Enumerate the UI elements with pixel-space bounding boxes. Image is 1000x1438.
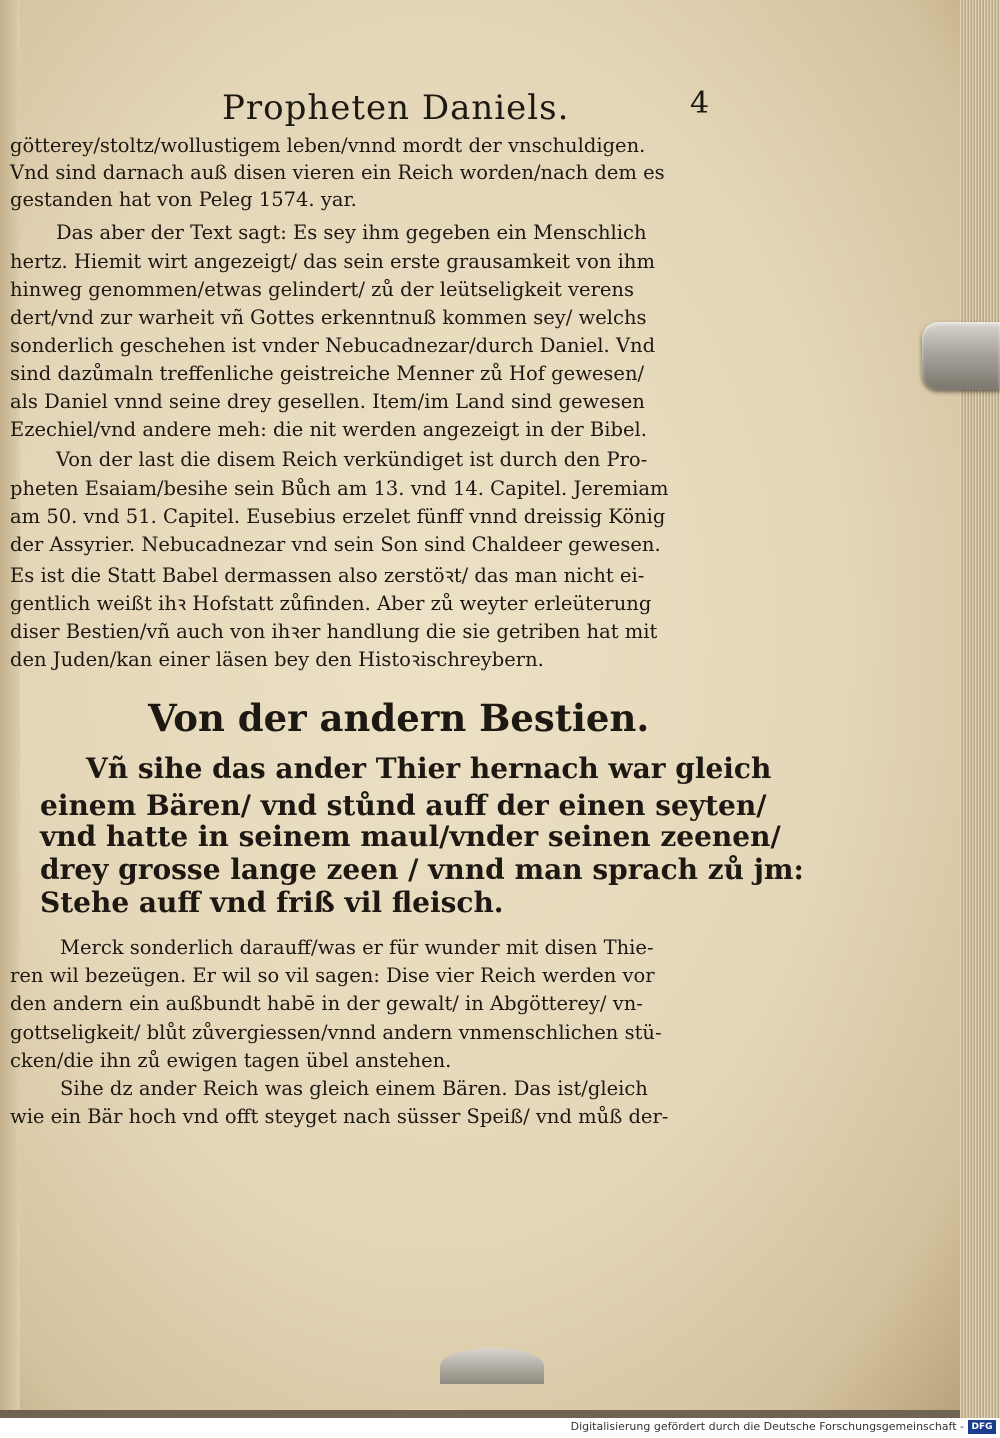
footer-bar [0, 1418, 1000, 1438]
text-line: gentlich weißt ihꝛ Hofstatt zůfinden. Aber zů weyter erleüterung [10, 592, 652, 615]
gutter-edge [0, 0, 20, 1410]
funding-notice: Digitalisierung gefördert durch die Deutsche Forschungsgemeinschaft - [570, 1420, 964, 1433]
text-line: gottseligkeit/ blůt zůvergiessen/vnnd andern vnmenschlichen stü- [10, 1021, 662, 1044]
text-line: hinweg genommen/etwas gelindert/ zů der leütseligkeit verens [10, 278, 634, 301]
book-clasp [922, 322, 1000, 390]
running-head-title: Propheten Daniels. [222, 88, 570, 128]
text-line: den andern ein außbundt habē in der gewalt/ in Abgötterey/ vn- [10, 992, 643, 1015]
text-line: ren wil bezeügen. Er wil so vil sagen: Dise vier Reich werden vor [10, 964, 655, 987]
text-line: Vnd sind darnach auß disen vieren ein Reich worden/nach dem es [10, 161, 665, 184]
verse-line: einem Bären/ vnd stůnd auff der einen seyten/ [40, 789, 767, 822]
text-line: am 50. vnd 51. Capitel. Eusebius erzelet fünff vnnd dreissig König [10, 505, 666, 528]
verse-line: Stehe auff vnd friß vil fleisch. [40, 886, 504, 919]
text-line: Merck sonderlich darauff/was er für wunder mit disen Thie- [60, 936, 654, 959]
text-line: der Assyrier. Nebucadnezar vnd sein Son sind Chaldeer gewesen. [10, 533, 661, 556]
chapter-heading: Von der andern Bestien. [148, 696, 650, 740]
page-edges [960, 0, 1000, 1418]
verse-line: drey grosse lange zeen / vnnd man sprach zů jm: [40, 853, 804, 886]
dfg-logo: DFG [968, 1420, 996, 1434]
text-line: als Daniel vnnd seine drey gesellen. Item/im Land sind gewesen [10, 390, 645, 413]
text-line: Es ist die Statt Babel dermassen also zerstöꝛt/ das man nicht ei- [10, 564, 645, 587]
text-line: pheten Esaiam/besihe sein Bůch am 13. vnd 14. Capitel. Jeremiam [10, 477, 669, 500]
text-line: hertz. Hiemit wirt angezeigt/ das sein erste grausamkeit von ihm [10, 250, 655, 273]
text-line: götterey/stoltz/wollustigem leben/vnnd mordt der vnschuldigen. [10, 134, 646, 157]
text-line: den Juden/kan einer läsen bey den Histoꝛischreybern. [10, 648, 544, 671]
verse-line: Vñ sihe das ander Thier hernach war gleich [86, 752, 772, 785]
running-head [0, 88, 960, 128]
text-line: diser Bestien/vñ auch von ihꝛer handlung die sie getriben hat mit [10, 620, 658, 643]
text-line: sonderlich geschehen ist vnder Nebucadnezar/durch Daniel. Vnd [10, 334, 656, 357]
page-clip [440, 1348, 544, 1384]
text-line: Von der last die disem Reich verkündiget ist durch den Pro- [56, 448, 648, 471]
text-line: sind dazůmaln treffenliche geistreiche Menner zů Hof gewesen/ [10, 362, 645, 385]
text-line: cken/die ihn zů ewigen tagen übel anstehen. [10, 1049, 452, 1072]
text-line: Das aber der Text sagt: Es sey ihm gegeben ein Menschlich [56, 221, 647, 244]
text-line: wie ein Bär hoch vnd offt steyget nach süsser Speiß/ vnd můß der- [10, 1105, 669, 1128]
text-line: Sihe dz ander Reich was gleich einem Bären. Das ist/gleich [60, 1077, 648, 1100]
text-line: gestanden hat von Peleg 1574. yar. [10, 188, 357, 211]
text-line: Ezechiel/vnd andere meh: die nit werden angezeigt in der Bibel. [10, 418, 647, 441]
page-number: 4 [690, 86, 710, 121]
text-line: dert/vnd zur warheit vñ Gottes erkenntnuß kommen sey/ welchs [10, 306, 647, 329]
verse-line: vnd hatte in seinem maul/vnder seinen zeenen/ [40, 820, 781, 853]
